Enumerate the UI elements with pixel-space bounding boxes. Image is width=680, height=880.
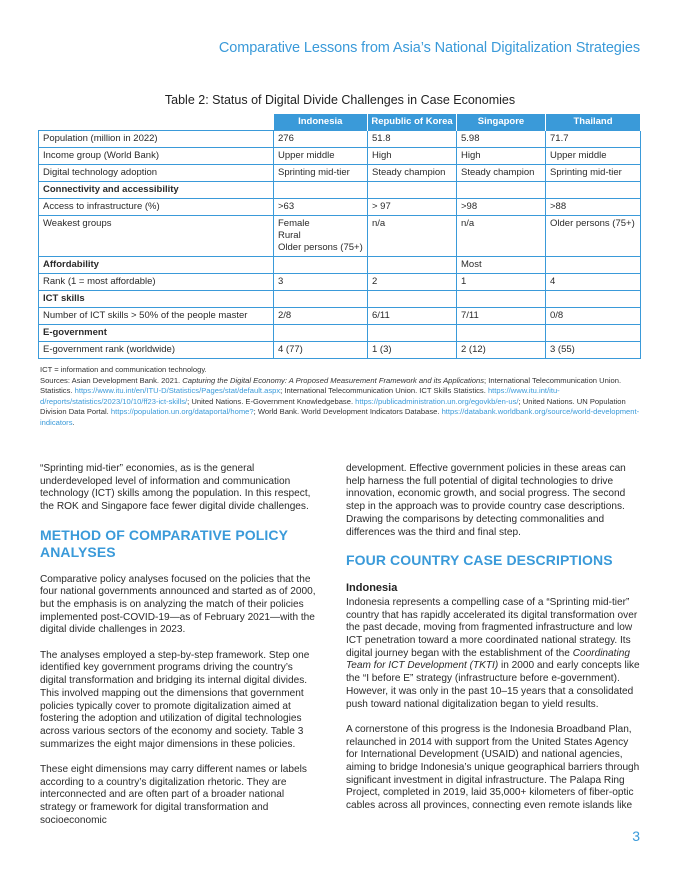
paragraph: development. Effective government policies in these areas can help harness the full potential of digital technologies to drive innovation, economic growth, and social progress. The second step in the approach was to provide country case descriptions. Drawing the comparisons by detecting commonalities and differences was the third and final step. xyxy=(346,463,626,538)
table-row xyxy=(39,181,641,198)
header-singapore: Singapore xyxy=(457,114,546,130)
table-cell xyxy=(457,290,546,307)
table-cell: 7/11 xyxy=(457,307,546,324)
table-cell xyxy=(274,290,368,307)
table-cell: Steady champion xyxy=(457,164,546,181)
table-row xyxy=(39,164,641,181)
table-cell: Steady champion xyxy=(368,164,457,181)
row-label: Income group (World Bank) xyxy=(39,147,274,164)
paragraph: These eight dimensions may carry different names or labels according to a country’s digitalization rhetoric. They are interconnected and are often part of a broader national strategy or framework for digital transformation and socioeconomic xyxy=(40,764,307,826)
header-blank xyxy=(39,114,274,130)
source-text: ; World Bank. World Development Indicators Database. xyxy=(253,407,442,417)
cell-line: Rural xyxy=(278,229,301,241)
table-row xyxy=(39,215,641,256)
status-table xyxy=(38,114,641,359)
cell-line: Female xyxy=(278,217,310,229)
table-row xyxy=(39,273,641,290)
table-cell: 276 xyxy=(274,130,368,147)
source-text: ; International Telecommunication Union. ICT Skills Statistics. xyxy=(280,386,488,396)
table-row xyxy=(39,341,641,358)
table-cell: 5.98 xyxy=(457,130,546,147)
table-row xyxy=(39,256,641,273)
table-cell: Sprinting mid-tier xyxy=(546,164,641,181)
table-cell: >63 xyxy=(274,198,368,215)
table-cell xyxy=(368,324,457,341)
header-thailand: Thailand xyxy=(546,114,641,130)
table-cell-multiline xyxy=(274,215,368,256)
table-cell: n/a xyxy=(368,215,457,256)
source-text: Sources: Asian Development Bank. 2021. xyxy=(40,375,183,385)
row-label: E-government rank (worldwide) xyxy=(39,341,274,358)
table-cell: 4 xyxy=(546,273,641,290)
table-row xyxy=(39,324,641,341)
row-label: Digital technology adoption xyxy=(39,164,274,181)
table-cell: 6/11 xyxy=(368,307,457,324)
left-column xyxy=(40,463,322,840)
table-cell: 3 xyxy=(274,273,368,290)
table-notes xyxy=(40,365,640,429)
table-cell: High xyxy=(368,147,457,164)
table-cell: 1 xyxy=(457,273,546,290)
table-cell: >88 xyxy=(546,198,641,215)
paragraph xyxy=(346,597,642,711)
row-label: Population (million in 2022) xyxy=(39,130,274,147)
table-cell: High xyxy=(457,147,546,164)
table-cell: 3 (55) xyxy=(546,341,641,358)
row-label: Rank (1 = most affordable) xyxy=(39,273,274,290)
table-cell: 2 (12) xyxy=(457,341,546,358)
row-label: Weakest groups xyxy=(39,215,274,256)
table-cell: 0/8 xyxy=(546,307,641,324)
table-cell: >98 xyxy=(457,198,546,215)
row-label: Number of ICT skills > 50% of the people master xyxy=(39,307,274,324)
header-korea: Republic of Korea xyxy=(368,114,457,130)
table-cell: 4 (77) xyxy=(274,341,368,358)
table-cell xyxy=(546,181,641,198)
table-cell xyxy=(546,290,641,307)
section-heading-cases: FOUR COUNTRY CASE DESCRIPTIONS xyxy=(346,551,613,568)
table-cell xyxy=(546,256,641,273)
table-row xyxy=(39,198,641,215)
section-heading-method: METHOD OF COMPARATIVE POLICY ANALYSES xyxy=(40,526,288,560)
table-cell: 71.7 xyxy=(546,130,641,147)
table-cell: Upper middle xyxy=(274,147,368,164)
sources-note xyxy=(40,376,640,429)
running-title: Comparative Lessons from Asia’s National Digitalization Strategies xyxy=(218,40,640,56)
table-cell: Most xyxy=(457,256,546,273)
paragraph: The analyses employed a step-by-step framework. Step one identified key government programs driving the country’s digital transformation and bridging its internal digital divides. This involved mapping out the dimensions that government policies typically cover to promote digitalization aimed at fostering the adoption and utilization of digital technologies across various sectors of the economy and society. Table 3 summarizes the eight major dimensions in these policies. xyxy=(40,649,310,750)
section-label: Connectivity and accessibility xyxy=(39,181,274,198)
table-cell xyxy=(274,324,368,341)
table-cell xyxy=(368,290,457,307)
table-row xyxy=(39,147,641,164)
abbreviation-note: ICT = information and communication technology. xyxy=(40,365,207,374)
table-cell: Older persons (75+) xyxy=(546,215,641,256)
table-cell: Sprinting mid-tier xyxy=(274,164,368,181)
text-run: in 2000 and early concepts like the “I before E” strategy (infrastructure before e-government). However, it was only in the past 10–15 years that a consolidated push toward national digitalization began to yield results. xyxy=(346,660,640,710)
table-row xyxy=(39,307,641,324)
table-cell: Upper middle xyxy=(546,147,641,164)
source-text: ; International Telecommunication Union. Statistics. xyxy=(40,375,622,396)
source-text: ; United Nations. UN Population Division Data Portal. xyxy=(40,396,626,417)
section-label: Affordability xyxy=(39,256,274,273)
header-indonesia: Indonesia xyxy=(274,114,368,130)
row-label: Access to infrastructure (%) xyxy=(39,198,274,215)
paragraph: Comparative policy analyses focused on the policies that the four national governments announced and started as of 2000, but the emphasis is on analyzing the match of their policies implemented post-COVID-19—as of February 2021—with the digital divide challenges in 2023. xyxy=(40,573,316,636)
source-link[interactable]: https://www.itu.int/itu-d/reports/statistics/2023/10/10/ff23-ict-skills/ xyxy=(40,386,560,406)
section-label: E-government xyxy=(39,324,274,341)
table-cell: n/a xyxy=(457,215,546,256)
table-row xyxy=(39,290,641,307)
table-cell xyxy=(368,181,457,198)
table-cell xyxy=(368,256,457,273)
table-row xyxy=(39,130,641,147)
table-title: Table 2: Status of Digital Divide Challenges in Case Economies xyxy=(164,93,516,107)
right-column xyxy=(346,463,642,826)
table-header-row xyxy=(39,114,641,130)
page-number: 3 xyxy=(632,828,640,844)
table-cell: 2 xyxy=(368,273,457,290)
table-cell: > 97 xyxy=(368,198,457,215)
table-cell: 1 (3) xyxy=(368,341,457,358)
paragraph: “Sprinting mid-tier” economies, as is the general underdeveloped level of information and communication technology (ICT) skills among the population. In this respect, the ROK and Singapore face fewer digital divide challenges. xyxy=(40,463,311,513)
table-cell xyxy=(457,181,546,198)
text-run: Indonesia represents a compelling case of a “Sprinting mid-tier” country that has rapidly accelerated its digital transformation over the past decade, moving from fragmented infrastructure and low ICT penetration toward a more coordinated national strategy. Its digital journey began with the establishment of the xyxy=(346,596,638,659)
table-cell xyxy=(546,324,641,341)
table-cell: 2/8 xyxy=(274,307,368,324)
table-cell xyxy=(274,181,368,198)
source-text: . xyxy=(72,417,75,427)
source-link[interactable]: https://population.un.org/dataportal/home? xyxy=(110,407,254,417)
subheading-indonesia: Indonesia xyxy=(346,581,398,594)
source-link[interactable]: https://databank.worldbank.org/source/world-development-indicators xyxy=(40,407,640,427)
section-label: ICT skills xyxy=(39,290,274,307)
table-cell xyxy=(274,256,368,273)
source-text: ; United Nations. E-Government Knowledgebase. xyxy=(187,396,356,406)
source-title: Capturing the Digital Economy: A Proposed Measurement Framework and its Applications xyxy=(182,375,485,385)
table-cell: 51.8 xyxy=(368,130,457,147)
paragraph: A cornerstone of this progress is the Indonesia Broadband Plan, relaunched in 2014 with support from the United States Agency for International Development (USAID) and national agencies, aiming to bridge Indonesia’s unique geographical barriers through significant investment in digital infrastructure. The Palapa Ring Project, completed in 2019, laid 35,000+ kilometers of fiber-optic cables across all provinces, connecting even remote islands like xyxy=(346,723,640,812)
source-link[interactable]: https://www.itu.int/en/ITU-D/Statistics/Pages/stat/default.aspx xyxy=(74,386,281,396)
text-run-italic: Coordinating Team for ICT Development (TKTI) xyxy=(346,647,630,672)
table-cell xyxy=(457,324,546,341)
cell-line: Older persons (75+) xyxy=(278,241,363,253)
source-link[interactable]: https://publicadministration.un.org/egovkb/en-us/ xyxy=(355,396,519,406)
